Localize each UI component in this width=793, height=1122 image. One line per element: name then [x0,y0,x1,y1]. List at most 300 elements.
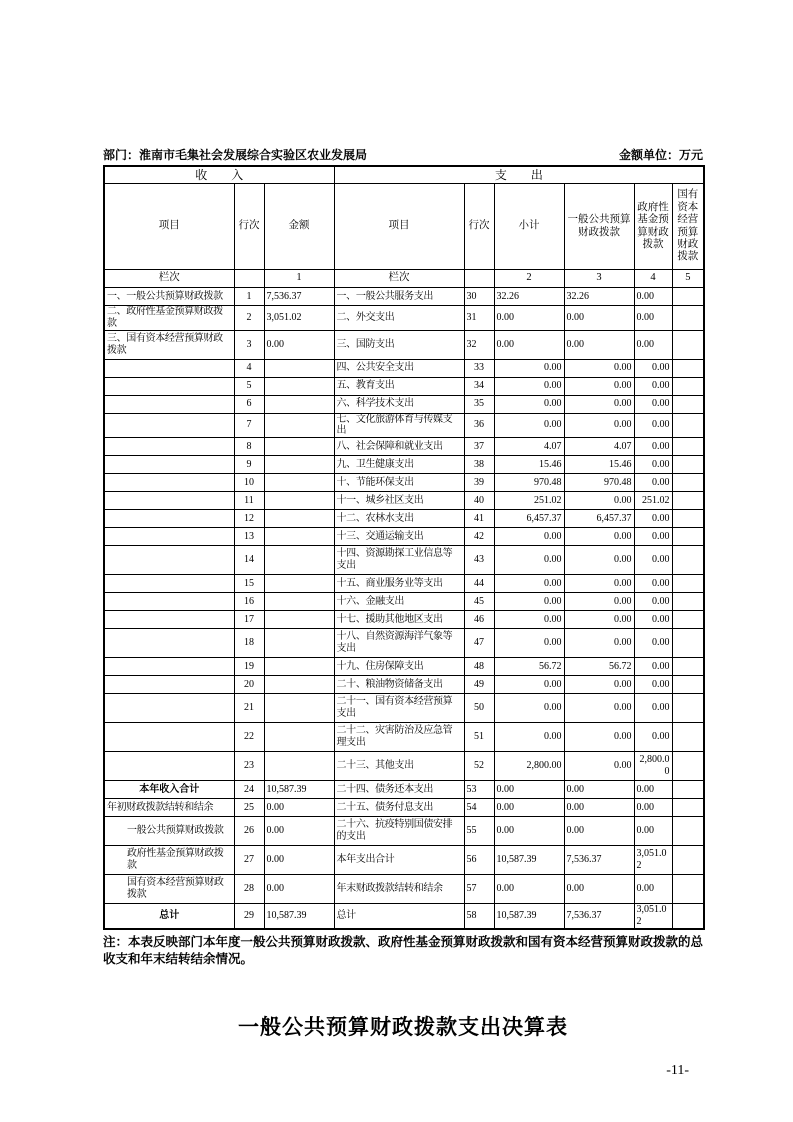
general-budget-cell: 6,457.37 [564,510,634,528]
general-budget-cell: 0.00 [564,781,634,799]
income-amount-cell: 0.00 [264,799,334,817]
table-row [104,723,704,752]
expense-line-cell: 38 [464,456,494,474]
income-amount-cell: 0.00 [264,330,334,359]
expense-line-cell: 51 [464,723,494,752]
income-item-cell: 总计 [104,904,234,929]
expense-item-cell: 六、科学技术支出 [334,395,464,413]
table-row [104,846,704,875]
gov-fund-cell: 0.00 [634,817,672,846]
income-amount-cell [264,492,334,510]
income-line-cell: 2 [234,306,264,331]
expense-item-cell: 十五、商业服务业等支出 [334,575,464,593]
lanci-state-capital-col: 5 [672,270,704,288]
state-capital-cell [672,438,704,456]
gov-fund-cell: 0.00 [634,377,672,395]
table-row [104,799,704,817]
income-line-cell: 27 [234,846,264,875]
lanci-income-col: 1 [264,270,334,288]
general-budget-cell: 0.00 [564,875,634,904]
income-item-cell [104,438,234,456]
gov-fund-cell: 0.00 [634,306,672,331]
general-budget-cell: 32.26 [564,288,634,306]
table-row [104,752,704,781]
expense-line-cell: 56 [464,846,494,875]
expense-line-cell: 36 [464,413,494,438]
expense-item-cell: 二十二、灾害防治及应急管理支出 [334,723,464,752]
department-label: 部门：淮南市毛集社会发展综合实验区农业发展局 [103,148,368,162]
income-amount-cell [264,456,334,474]
expense-item-cell: 十七、援助其他地区支出 [334,611,464,629]
income-item-cell [104,377,234,395]
income-amount-cell: 10,587.39 [264,904,334,929]
expense-item-cell: 十二、农林水支出 [334,510,464,528]
table-row [104,694,704,723]
subtotal-cell: 4.07 [494,438,564,456]
expense-line-cell: 47 [464,629,494,658]
income-item-cell [104,593,234,611]
expense-line-cell: 42 [464,528,494,546]
expense-line-cell: 37 [464,438,494,456]
expense-line-cell: 49 [464,676,494,694]
table-row [104,438,704,456]
income-amount-cell [264,752,334,781]
subtotal-cell: 0.00 [494,799,564,817]
expense-line-cell: 34 [464,377,494,395]
general-budget-cell: 970.48 [564,474,634,492]
expense-item-cell: 二十、粮油物资储备支出 [334,676,464,694]
state-capital-cell [672,781,704,799]
expense-line-cell: 33 [464,359,494,377]
general-budget-cell: 0.00 [564,377,634,395]
col-header-income-amount: 金额 [264,184,334,270]
gov-fund-cell: 0.00 [634,359,672,377]
income-amount-cell [264,528,334,546]
expense-item-cell: 年末财政拨款结转和结余 [334,875,464,904]
expense-item-cell: 四、公共安全支出 [334,359,464,377]
state-capital-cell [672,846,704,875]
income-item-cell [104,611,234,629]
gov-fund-cell: 0.00 [634,676,672,694]
expense-line-cell: 31 [464,306,494,331]
table-row [104,474,704,492]
state-capital-cell [672,875,704,904]
col-header-income-line: 行次 [234,184,264,270]
subtotal-cell: 15.46 [494,456,564,474]
expense-item-cell: 二十六、抗疫特别国债安排的支出 [334,817,464,846]
state-capital-cell [672,799,704,817]
state-capital-cell [672,288,704,306]
income-line-cell: 9 [234,456,264,474]
table-row [104,456,704,474]
income-amount-cell [264,611,334,629]
general-budget-cell: 7,536.37 [564,904,634,929]
gov-fund-cell: 0.00 [634,658,672,676]
state-capital-cell [672,456,704,474]
general-budget-cell: 0.00 [564,723,634,752]
general-budget-cell: 0.00 [564,395,634,413]
income-line-cell: 7 [234,413,264,438]
gov-fund-cell: 0.00 [634,575,672,593]
state-capital-cell [672,492,704,510]
expense-line-cell: 54 [464,799,494,817]
state-capital-cell [672,474,704,492]
income-line-cell: 3 [234,330,264,359]
state-capital-cell [672,629,704,658]
subtotal-cell: 0.00 [494,781,564,799]
income-item-cell [104,395,234,413]
subtotal-cell: 6,457.37 [494,510,564,528]
table-row [104,629,704,658]
income-item-cell [104,658,234,676]
income-line-cell: 21 [234,694,264,723]
col-header-state-capital: 国有资本经营预算财政拨款 [672,184,704,270]
income-line-cell: 18 [234,629,264,658]
table-row [104,492,704,510]
subtotal-cell: 0.00 [494,528,564,546]
income-line-cell: 12 [234,510,264,528]
state-capital-cell [672,752,704,781]
state-capital-cell [672,413,704,438]
table-row [104,413,704,438]
general-budget-cell: 0.00 [564,676,634,694]
state-capital-cell [672,377,704,395]
col-header-expense-item: 项目 [334,184,464,270]
subtotal-cell: 10,587.39 [494,904,564,929]
col-header-general-budget: 一般公共预算财政拨款 [564,184,634,270]
expense-line-cell: 53 [464,781,494,799]
expense-line-cell: 50 [464,694,494,723]
income-line-cell: 29 [234,904,264,929]
income-line-cell: 19 [234,658,264,676]
income-item-cell [104,474,234,492]
budget-summary-table [103,165,705,930]
gov-fund-cell: 0.00 [634,528,672,546]
unit-label: 金额单位：万元 [618,148,703,162]
gov-fund-cell: 0.00 [634,875,672,904]
state-capital-cell [672,817,704,846]
income-item-cell [104,694,234,723]
subtotal-cell: 32.26 [494,288,564,306]
expense-item-cell: 二、外交支出 [334,306,464,331]
general-budget-cell: 0.00 [564,413,634,438]
general-budget-cell: 0.00 [564,694,634,723]
income-item-cell [104,629,234,658]
gov-fund-cell: 2,800.00 [634,752,672,781]
income-item-cell [104,510,234,528]
income-line-cell: 25 [234,799,264,817]
table-row [104,377,704,395]
income-item-cell [104,528,234,546]
general-budget-cell: 0.00 [564,611,634,629]
state-capital-cell [672,658,704,676]
col-header-income-item: 项目 [104,184,234,270]
state-capital-cell [672,694,704,723]
expense-line-cell: 46 [464,611,494,629]
income-item-cell [104,492,234,510]
general-budget-cell: 0.00 [564,752,634,781]
general-budget-cell: 7,536.37 [564,846,634,875]
income-amount-cell [264,723,334,752]
general-budget-cell: 0.00 [564,492,634,510]
income-amount-cell [264,395,334,413]
expense-item-cell: 二十五、债务付息支出 [334,799,464,817]
gov-fund-cell: 0.00 [634,456,672,474]
general-budget-cell: 0.00 [564,546,634,575]
lanci-subtotal-col: 2 [494,270,564,288]
income-item-cell [104,546,234,575]
table-row [104,593,704,611]
income-amount-cell [264,359,334,377]
table-row [104,817,704,846]
income-amount-cell [264,413,334,438]
table-row [104,510,704,528]
subtotal-cell: 0.00 [494,306,564,331]
lanci-income-blank [234,270,264,288]
lanci-expense-label: 栏次 [334,270,464,288]
income-amount-cell: 0.00 [264,817,334,846]
income-line-cell: 11 [234,492,264,510]
income-line-cell: 10 [234,474,264,492]
expense-item-cell: 十、节能环保支出 [334,474,464,492]
subtotal-cell: 0.00 [494,817,564,846]
gov-fund-cell: 0.00 [634,330,672,359]
income-line-cell: 14 [234,546,264,575]
expense-item-cell: 总计 [334,904,464,929]
income-amount-cell: 3,051.02 [264,306,334,331]
expense-item-cell: 十八、自然资源海洋气象等支出 [334,629,464,658]
income-item-cell [104,359,234,377]
state-capital-cell [672,904,704,929]
subtotal-cell: 0.00 [494,413,564,438]
income-amount-cell [264,575,334,593]
income-line-cell: 26 [234,817,264,846]
income-line-cell: 8 [234,438,264,456]
income-line-cell: 16 [234,593,264,611]
expense-item-cell: 二十四、债务还本支出 [334,781,464,799]
general-budget-cell: 0.00 [564,575,634,593]
state-capital-cell [672,528,704,546]
table-row [104,904,704,929]
general-budget-cell: 4.07 [564,438,634,456]
income-amount-cell [264,510,334,528]
expense-line-cell: 58 [464,904,494,929]
expense-line-cell: 43 [464,546,494,575]
general-budget-cell: 0.00 [564,528,634,546]
subtotal-cell: 0.00 [494,629,564,658]
gov-fund-cell: 0.00 [634,593,672,611]
expense-item-cell: 十六、金融支出 [334,593,464,611]
subtotal-cell: 2,800.00 [494,752,564,781]
expense-item-cell: 二十一、国有资本经营预算支出 [334,694,464,723]
gov-fund-cell: 0.00 [634,781,672,799]
subtotal-cell: 0.00 [494,593,564,611]
col-header-subtotal: 小计 [494,184,564,270]
income-amount-cell: 0.00 [264,875,334,904]
state-capital-cell [672,676,704,694]
table-row [104,781,704,799]
income-line-cell: 13 [234,528,264,546]
table-row [104,611,704,629]
expense-line-cell: 52 [464,752,494,781]
expense-item-cell: 十一、城乡社区支出 [334,492,464,510]
income-item-cell: 三、国有资本经营预算财政拨款 [104,330,234,359]
general-budget-cell: 0.00 [564,629,634,658]
table-row [104,676,704,694]
subtotal-cell: 970.48 [494,474,564,492]
table-row [104,546,704,575]
income-amount-cell: 7,536.37 [264,288,334,306]
page-number: -11- [666,1062,689,1078]
gov-fund-cell: 0.00 [634,611,672,629]
expense-line-cell: 40 [464,492,494,510]
gov-fund-cell: 0.00 [634,510,672,528]
state-capital-cell [672,395,704,413]
income-section-header: 收 入 [104,166,334,184]
state-capital-cell [672,306,704,331]
subtotal-cell: 0.00 [494,875,564,904]
expense-item-cell: 七、文化旅游体育与传媒支出 [334,413,464,438]
col-header-expense-line: 行次 [464,184,494,270]
next-table-title: 一般公共预算财政拨款支出决算表 [238,1015,568,1039]
income-amount-cell [264,546,334,575]
state-capital-cell [672,611,704,629]
lanci-general-col: 3 [564,270,634,288]
gov-fund-cell: 251.02 [634,492,672,510]
income-amount-cell [264,438,334,456]
income-item-cell: 本年收入合计 [104,781,234,799]
subtotal-cell: 10,587.39 [494,846,564,875]
gov-fund-cell: 0.00 [634,629,672,658]
state-capital-cell [672,359,704,377]
income-item-cell: 一、一般公共预算财政拨款 [104,288,234,306]
page-content [103,146,703,1079]
expense-line-cell: 44 [464,575,494,593]
general-budget-cell: 0.00 [564,306,634,331]
income-line-cell: 6 [234,395,264,413]
income-item-cell: 年初财政拨款结转和结余 [104,799,234,817]
table-meta-line [103,146,703,163]
gov-fund-cell: 0.00 [634,799,672,817]
expense-line-cell: 45 [464,593,494,611]
state-capital-cell [672,546,704,575]
income-line-cell: 4 [234,359,264,377]
income-item-cell [104,575,234,593]
income-amount-cell [264,474,334,492]
income-item-cell: 政府性基金预算财政拨款 [104,846,234,875]
table-row [104,330,704,359]
expense-item-cell: 五、教育支出 [334,377,464,395]
general-budget-cell: 15.46 [564,456,634,474]
subtotal-cell: 56.72 [494,658,564,676]
lanci-expense-blank [464,270,494,288]
expense-line-cell: 41 [464,510,494,528]
expense-line-cell: 39 [464,474,494,492]
expense-item-cell: 一、一般公共服务支出 [334,288,464,306]
income-amount-cell [264,629,334,658]
income-line-cell: 17 [234,611,264,629]
income-amount-cell: 10,587.39 [264,781,334,799]
subtotal-cell: 0.00 [494,676,564,694]
lanci-income-label: 栏次 [104,270,234,288]
income-line-cell: 1 [234,288,264,306]
expense-item-cell: 二十三、其他支出 [334,752,464,781]
subtotal-cell: 251.02 [494,492,564,510]
expense-item-cell: 十九、住房保障支出 [334,658,464,676]
income-item-cell: 国有资本经营预算财政拨款 [104,875,234,904]
income-line-cell: 24 [234,781,264,799]
expense-item-cell: 本年支出合计 [334,846,464,875]
general-budget-cell: 56.72 [564,658,634,676]
gov-fund-cell: 0.00 [634,413,672,438]
income-item-cell [104,723,234,752]
income-item-cell [104,676,234,694]
table-body [104,288,704,929]
income-line-cell: 28 [234,875,264,904]
gov-fund-cell: 0.00 [634,694,672,723]
expense-item-cell: 三、国防支出 [334,330,464,359]
income-amount-cell: 0.00 [264,846,334,875]
state-capital-cell [672,593,704,611]
gov-fund-cell: 0.00 [634,438,672,456]
table-row [104,288,704,306]
income-item-cell: 一般公共预算财政拨款 [104,817,234,846]
table-row [104,306,704,331]
subtotal-cell: 0.00 [494,575,564,593]
table-row [104,875,704,904]
col-header-gov-fund: 政府性基金预算财政拨款 [634,184,672,270]
expense-item-cell: 十三、交通运输支出 [334,528,464,546]
subtotal-cell: 0.00 [494,611,564,629]
income-item-cell [104,413,234,438]
gov-fund-cell: 0.00 [634,546,672,575]
expense-line-cell: 57 [464,875,494,904]
subtotal-cell: 0.00 [494,395,564,413]
lanci-gov-fund-col: 4 [634,270,672,288]
income-line-cell: 23 [234,752,264,781]
gov-fund-cell: 0.00 [634,723,672,752]
subtotal-cell: 0.00 [494,694,564,723]
table-note: 注：本表反映部门本年度一般公共预算财政拨款、政府性基金预算财政拨款和国有资本经营预算财政拨款的总收支和年末结转结余情况。 [103,934,704,967]
table-row [104,359,704,377]
gov-fund-cell: 3,051.02 [634,846,672,875]
income-line-cell: 15 [234,575,264,593]
state-capital-cell [672,723,704,752]
income-item-cell [104,752,234,781]
expense-line-cell: 35 [464,395,494,413]
general-budget-cell: 0.00 [564,593,634,611]
general-budget-cell: 0.00 [564,799,634,817]
table-row [104,528,704,546]
expense-line-cell: 48 [464,658,494,676]
income-amount-cell [264,593,334,611]
state-capital-cell [672,575,704,593]
income-amount-cell [264,676,334,694]
table-row [104,575,704,593]
gov-fund-cell: 0.00 [634,288,672,306]
general-budget-cell: 0.00 [564,817,634,846]
state-capital-cell [672,510,704,528]
table-row [104,658,704,676]
expense-line-cell: 30 [464,288,494,306]
income-item-cell [104,456,234,474]
subtotal-cell: 0.00 [494,546,564,575]
income-item-cell: 二、政府性基金预算财政拨款 [104,306,234,331]
income-line-cell: 22 [234,723,264,752]
state-capital-cell [672,330,704,359]
expense-item-cell: 十四、资源勘探工业信息等支出 [334,546,464,575]
expense-line-cell: 55 [464,817,494,846]
